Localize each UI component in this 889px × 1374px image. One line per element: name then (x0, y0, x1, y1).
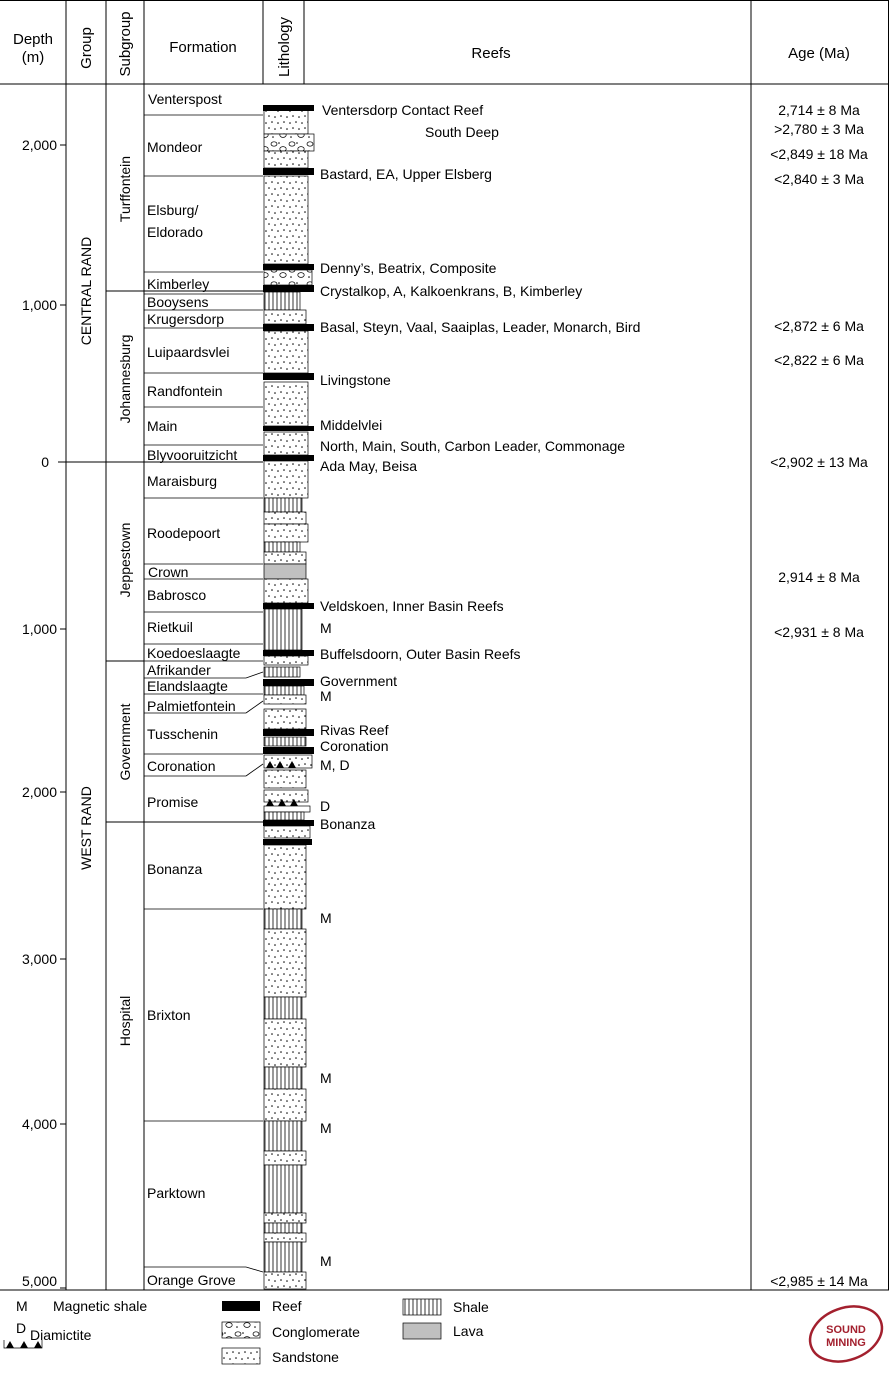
reef-label: M, D (320, 757, 350, 773)
formation-label: Coronation (147, 758, 216, 774)
formation-label: Eldorado (147, 224, 204, 240)
age-label: <2,872 ± 6 Ma (774, 318, 864, 334)
reef-label: Crystalkop, A, Kalkoenkrans, B, Kimberley (320, 283, 583, 299)
sandstone-layer (264, 709, 306, 729)
group-west-rand: WEST RAND (78, 786, 94, 870)
reef-label: Middelvlei (320, 417, 383, 433)
group-central-rand: CENTRAL RAND (78, 236, 94, 346)
age-label: >2,780 ± 3 Ma (774, 121, 864, 137)
formation-label: Randfontein (147, 383, 223, 399)
reef-band (263, 168, 314, 175)
formation-label: Brixton (147, 1007, 191, 1023)
shale-layer (264, 1165, 302, 1213)
legend-magnetic-symbol: M (16, 1298, 28, 1314)
header-depth-line1: Depth (12, 31, 54, 48)
reef-band (263, 324, 314, 331)
logo-line1: SOUND (826, 1324, 866, 1336)
reef-label: Ada May, Beisa (320, 458, 418, 474)
sandstone-layer (264, 512, 306, 524)
age-label: <2,985 ± 14 Ma (770, 1273, 868, 1289)
reef-label: Bonanza (320, 816, 376, 832)
formation-label: Afrikander (147, 662, 211, 678)
formation-label: Elandslaagte (147, 678, 228, 694)
sandstone-layer (264, 176, 308, 264)
shale-layer (264, 1242, 302, 1272)
formation-label: Koedoeslaagte (147, 645, 241, 661)
formation-label: Kimberley (147, 276, 210, 292)
formation-label: Orange Grove (147, 1272, 236, 1288)
legend-sandstone-swatch (222, 1348, 260, 1364)
shale-layer (264, 737, 306, 746)
legend-diamictite-symbol: D (16, 1320, 27, 1336)
sandstone-layer (264, 845, 306, 909)
legend (4, 1298, 489, 1365)
reef-label: Livingstone (320, 372, 391, 388)
shale-layer (264, 498, 302, 512)
reef-band (263, 747, 314, 754)
formation-label: Maraisburg (147, 473, 218, 489)
reef-band (263, 839, 312, 845)
sandstone-layer (264, 1272, 306, 1289)
legend-reef-swatch (222, 1301, 260, 1311)
lava-layer (264, 564, 306, 579)
reef-label: Government (320, 673, 398, 689)
logo-line2: MINING (826, 1337, 866, 1349)
shale-layer (264, 667, 300, 677)
sandstone-layer (264, 579, 308, 603)
subgroup-government: Government (117, 703, 133, 781)
formation-label: Roodepoort (147, 525, 221, 541)
legend-diamictite-label: Diamictite (30, 1327, 92, 1343)
reef-label: Coronation (320, 738, 389, 754)
sandstone-layer (264, 826, 310, 838)
formation-label: Mondeor (147, 139, 203, 155)
reef-label: M (320, 1253, 332, 1269)
header-row (13, 11, 850, 77)
sandstone-layer (264, 1089, 306, 1121)
legend-shale-label: Shale (453, 1299, 489, 1315)
reef-label: Bastard, EA, Upper Elsberg (320, 166, 492, 182)
depth-tick-label: 0 (41, 454, 49, 470)
reef-label: M (320, 688, 332, 704)
reef-label: Rivas Reef (320, 722, 389, 738)
sandstone-layer (264, 695, 306, 704)
shale-layer (264, 292, 300, 310)
subgroup-turffontein: Turffontein (117, 155, 133, 223)
reef-label: Buffelsdoorn, Outer Basin Reefs (320, 646, 521, 662)
reef-band (263, 264, 314, 270)
reef-label: Basal, Steyn, Vaal, Saaiplas, Leader, Monarch, Bird (320, 319, 641, 335)
formation-label: Venterspost (148, 91, 222, 107)
sandstone-layer (264, 382, 308, 426)
formation-label: Luipaardsvlei (147, 344, 230, 360)
shale-layer (264, 1223, 302, 1233)
reef-label: Veldskoen, Inner Basin Reefs (320, 598, 504, 614)
depth-tick-label: 1,000 (21, 297, 57, 313)
formation-label: Blyvooruitzicht (147, 447, 238, 463)
legend-reef-label: Reef (272, 1298, 302, 1314)
depth-tick-label: 5,000 (21, 1273, 57, 1289)
reef-band (263, 679, 314, 686)
formation-label: Booysens (147, 294, 209, 310)
depth-tick-label: 4,000 (21, 1116, 57, 1132)
conglomerate-layer (264, 270, 312, 285)
legend-lava-swatch (403, 1323, 441, 1339)
formation-label: Bonanza (147, 861, 203, 877)
reef-label: Denny’s, Beatrix, Composite (320, 260, 497, 276)
depth-tick-label: 2,000 (21, 137, 57, 153)
reef-band (263, 105, 314, 111)
sandstone-layer (264, 432, 308, 455)
sandstone-layer (264, 929, 306, 997)
shale-layer (264, 1067, 302, 1089)
reef-band (263, 603, 314, 609)
subgroup-johannesburg: Johannesburg (117, 334, 133, 424)
sandstone-layer (264, 110, 308, 134)
age-label: <2,849 ± 18 Ma (770, 146, 868, 162)
shale-layer (264, 542, 300, 552)
group-column (78, 237, 94, 870)
shale-layer (264, 686, 304, 695)
reef-band (263, 650, 314, 656)
reef-label: M (320, 620, 332, 636)
age-column (770, 102, 868, 1289)
header-depth-line2: (m) (21, 49, 45, 66)
sandstone-layer (264, 461, 308, 498)
age-label: <2,840 ± 3 Ma (774, 171, 864, 187)
reef-label: M (320, 1070, 332, 1086)
age-label: <2,902 ± 13 Ma (770, 454, 868, 470)
depth-tick-label: 3,000 (21, 951, 57, 967)
sandstone-layer (264, 1019, 306, 1067)
formation-label: Crown (148, 564, 189, 580)
reef-label: North, Main, South, Carbon Leader, Commonage (320, 438, 626, 454)
sandstone-layer (264, 656, 308, 665)
formation-label: Babrosco (147, 587, 207, 603)
shale-layer (264, 812, 304, 820)
header-age: Age (Ma) (788, 45, 850, 62)
shale-layer (264, 609, 302, 650)
age-label: 2,914 ± 8 Ma (778, 569, 860, 585)
reef-band (263, 285, 314, 292)
formation-label: Elsburg/ (147, 202, 199, 218)
reef-band (263, 729, 314, 736)
reef-label: Ventersdorp Contact Reef (322, 102, 484, 118)
reef-band (263, 455, 314, 461)
legend-lava-label: Lava (453, 1323, 484, 1339)
formation-label: Parktown (147, 1185, 206, 1201)
reef-band (263, 426, 314, 431)
header-formation: Formation (169, 39, 237, 56)
reef-column (320, 102, 640, 1269)
depth-tick-label: 2,000 (21, 784, 57, 800)
age-label: <2,931 ± 8 Ma (774, 624, 864, 640)
sandstone-layer (264, 310, 306, 324)
formation-label: Tusschenin (147, 726, 219, 742)
header-reefs: Reefs (471, 45, 511, 62)
diamictite-layer (264, 806, 310, 812)
reef-band (263, 820, 314, 826)
reef-label: D (320, 798, 331, 814)
formation-label: Promise (147, 794, 199, 810)
sandstone-layer (264, 151, 308, 168)
formation-label: Krugersdorp (147, 311, 225, 327)
subgroup-jeppestown: Jeppestown (117, 522, 133, 598)
age-label: 2,714 ± 8 Ma (778, 102, 860, 118)
sandstone-layer (264, 331, 308, 373)
legend-conglomerate-label: Conglomerate (272, 1324, 360, 1340)
formation-column (147, 91, 241, 1288)
formation-label: Rietkuil (147, 619, 193, 635)
sound-mining-logo (802, 1297, 889, 1371)
sandstone-layer (264, 552, 306, 564)
shale-layer (264, 909, 302, 929)
legend-magnetic-label: Magnetic shale (53, 1298, 148, 1314)
reef-label: M (320, 910, 332, 926)
sandstone-layer (264, 1151, 306, 1165)
header-lithology: Lithology (276, 16, 293, 78)
formation-label: Palmietfontein (147, 698, 236, 714)
sandstone-layer (264, 524, 308, 542)
formation-label: Main (147, 418, 178, 434)
legend-shale-swatch (403, 1299, 441, 1315)
sandstone-layer (264, 770, 306, 788)
reef-label: M (320, 1120, 332, 1136)
age-label: <2,822 ± 6 Ma (774, 352, 864, 368)
sandstone-layer (264, 1213, 306, 1223)
reef-label: South Deep (425, 124, 499, 140)
shale-layer (264, 1121, 302, 1151)
subgroup-hospital: Hospital (117, 995, 133, 1047)
conglomerate-layer (264, 134, 314, 151)
reef-band (263, 373, 314, 380)
header-subgroup: Subgroup (117, 11, 134, 77)
sandstone-layer (264, 1233, 306, 1242)
shale-layer (264, 997, 302, 1019)
legend-sandstone-label: Sandstone (272, 1349, 339, 1365)
legend-conglomerate-swatch (222, 1322, 260, 1338)
header-group: Group (78, 27, 95, 69)
depth-tick-label: 1,000 (21, 621, 57, 637)
